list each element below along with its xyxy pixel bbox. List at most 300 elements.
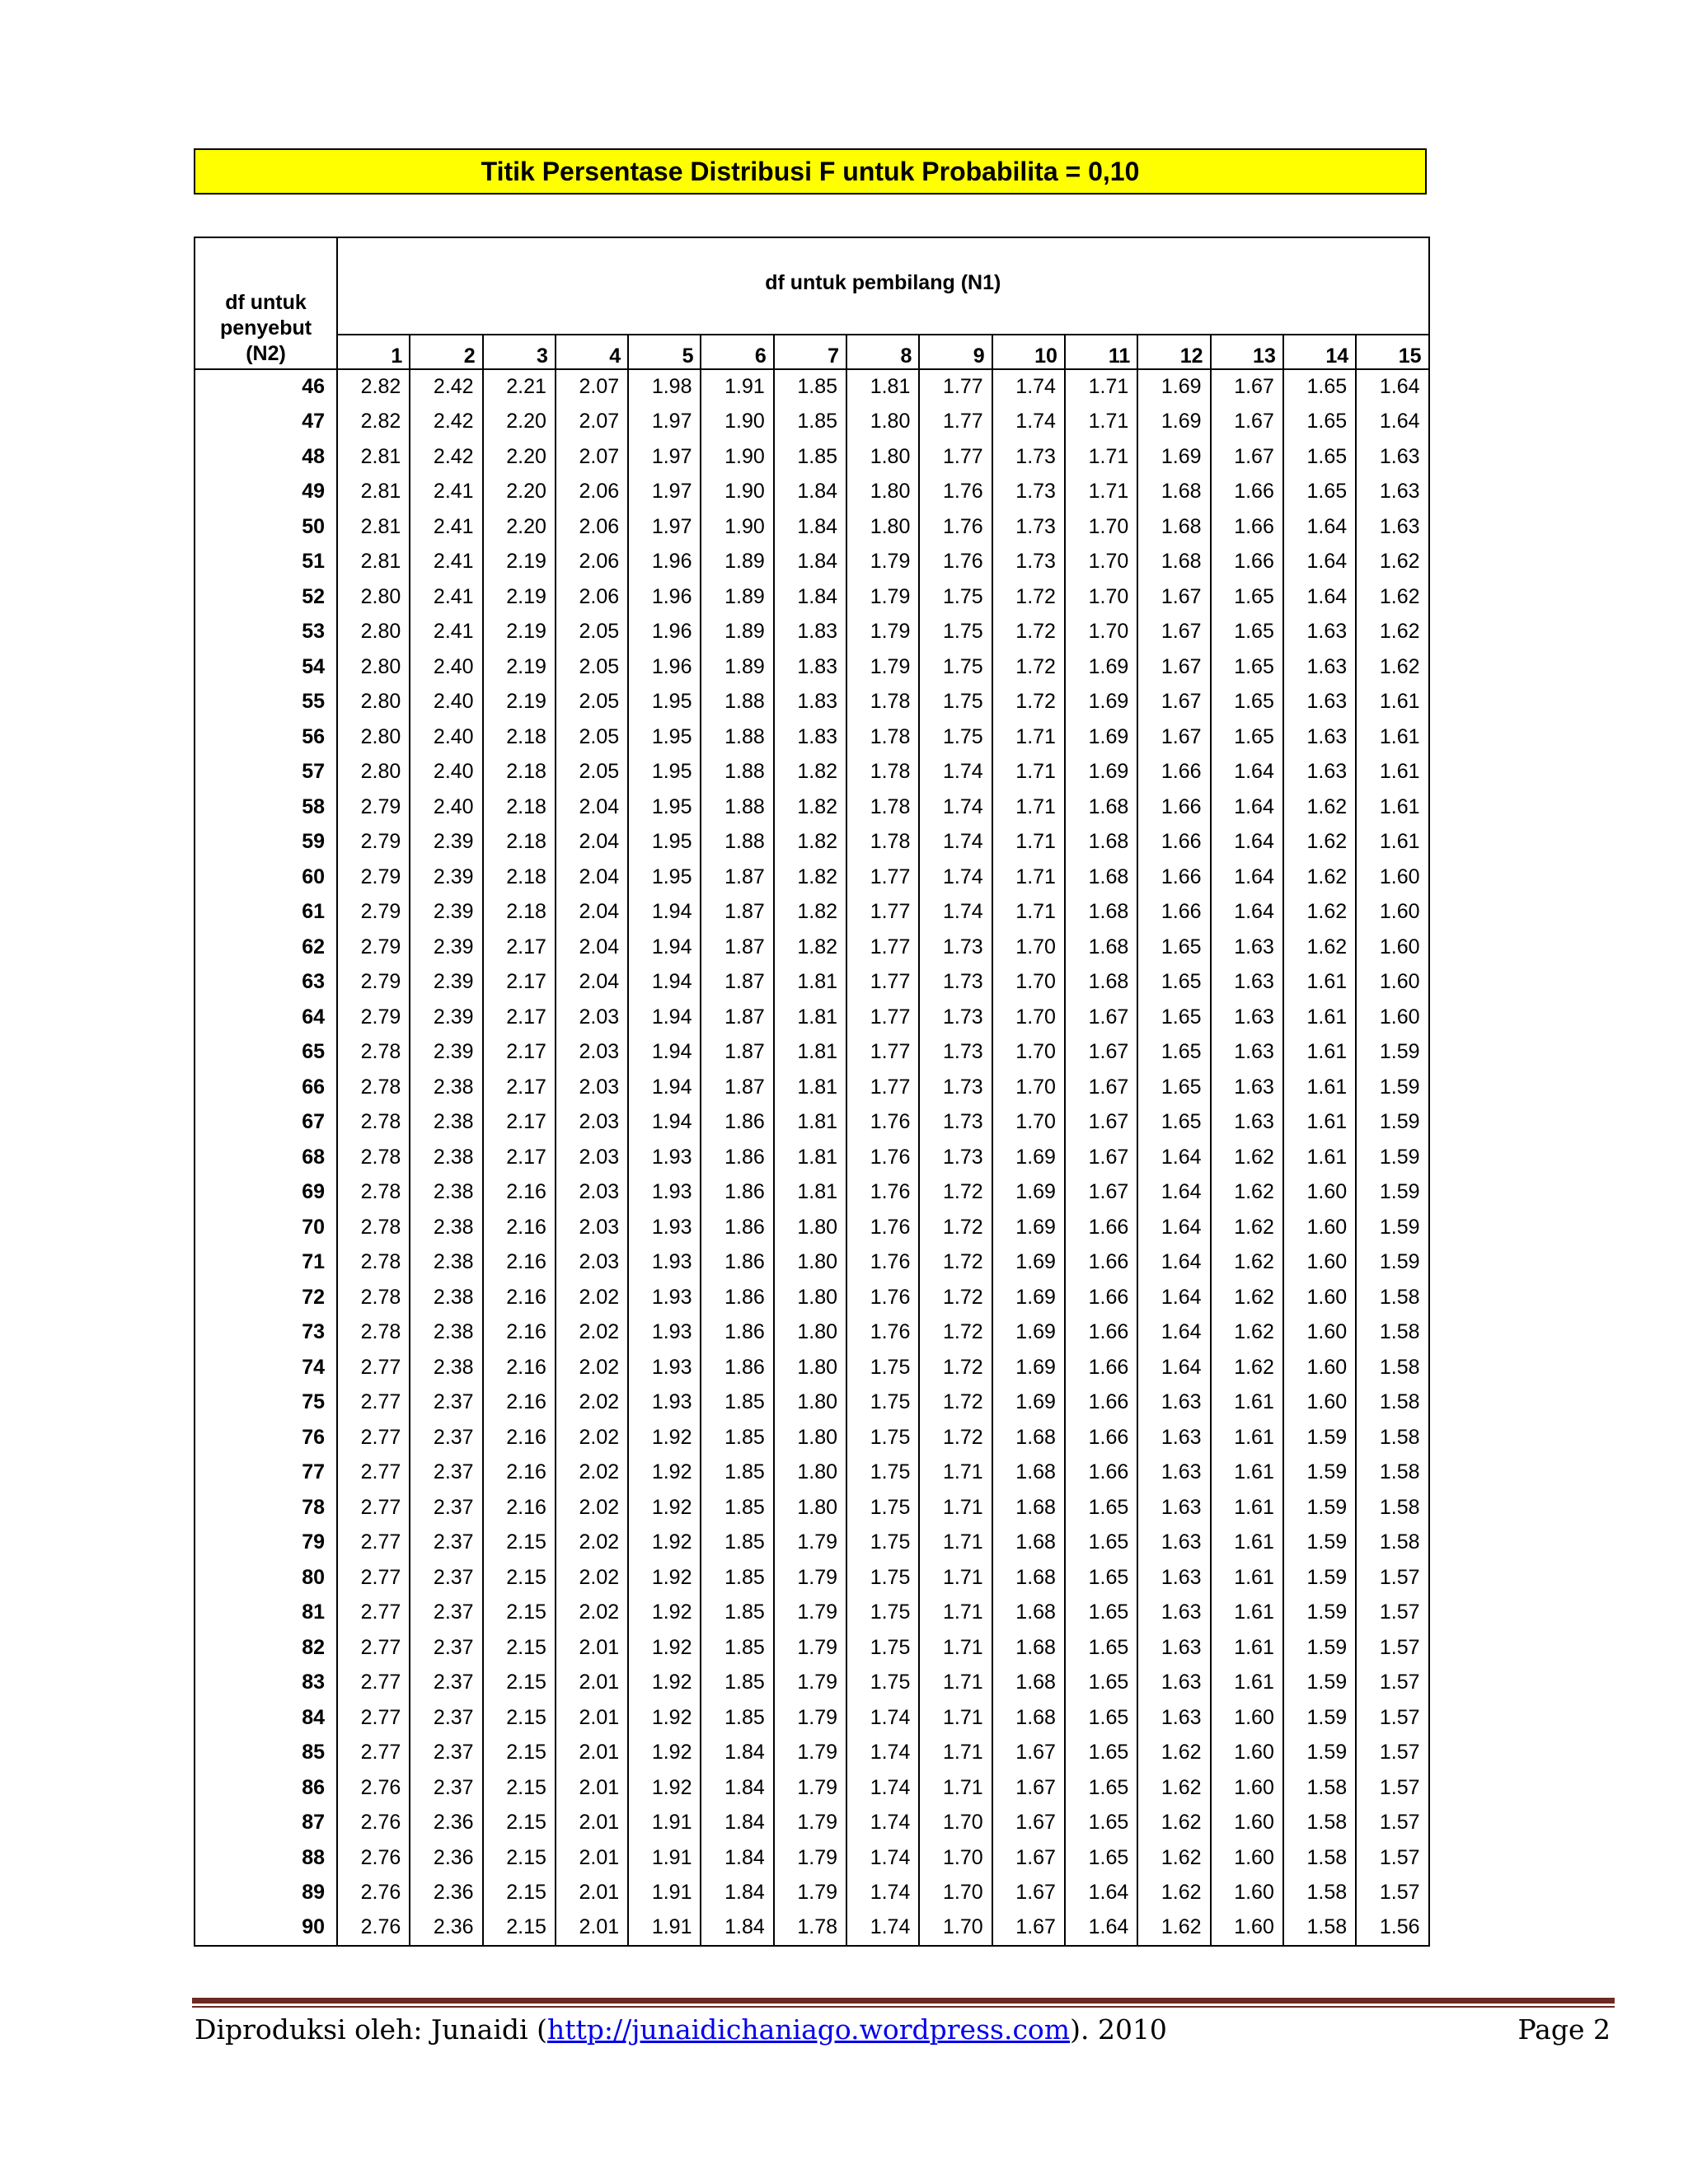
table-cell: 2.76: [337, 1840, 410, 1876]
table-cell: 1.62: [1137, 1736, 1210, 1771]
table-cell: 1.61: [1211, 1596, 1283, 1631]
table-cell: 1.87: [701, 1035, 773, 1071]
table-cell: 1.57: [1356, 1596, 1428, 1631]
table-cell: 1.74: [992, 369, 1065, 405]
table-cell: 1.76: [919, 545, 992, 580]
table-cell: 2.77: [337, 1420, 410, 1455]
table-cell: 2.20: [483, 439, 556, 475]
table-cell: 2.40: [410, 685, 482, 720]
table-cell: 2.41: [410, 475, 482, 510]
table-cell: 1.84: [774, 475, 846, 510]
row-header-n2: 49: [195, 475, 337, 510]
table-row: [195, 1035, 1429, 1071]
table-cell: 1.65: [1137, 1070, 1210, 1105]
table-cell: 2.37: [410, 1385, 482, 1421]
table-row: [195, 755, 1429, 790]
table-cell: 1.75: [846, 1350, 919, 1385]
table-cell: 1.74: [846, 1736, 919, 1771]
table-cell: 1.71: [919, 1560, 992, 1596]
table-row: [195, 1910, 1429, 1946]
table-cell: 1.71: [992, 790, 1065, 825]
table-cell: 1.60: [1283, 1385, 1356, 1421]
row-header-n2: 59: [195, 825, 337, 860]
table-cell: 2.02: [556, 1280, 628, 1315]
column-header: 8: [846, 335, 919, 369]
table-cell: 1.73: [992, 545, 1065, 580]
table-cell: 1.77: [846, 895, 919, 930]
table-cell: 1.66: [1211, 509, 1283, 545]
table-cell: 1.65: [1211, 685, 1283, 720]
table-cell: 2.78: [337, 1105, 410, 1141]
table-cell: 2.01: [556, 1876, 628, 1911]
table-cell: 1.66: [1065, 1315, 1137, 1351]
table-cell: 1.63: [1283, 615, 1356, 650]
table-cell: 1.68: [992, 1630, 1065, 1666]
table-cell: 1.92: [628, 1630, 701, 1666]
table-cell: 1.92: [628, 1560, 701, 1596]
table-cell: 1.90: [701, 405, 773, 440]
table-cell: 1.64: [1356, 405, 1428, 440]
table-cell: 2.06: [556, 579, 628, 615]
table-cell: 2.37: [410, 1630, 482, 1666]
table-cell: 1.80: [846, 439, 919, 475]
table-cell: 2.03: [556, 1000, 628, 1035]
table-cell: 1.60: [1283, 1210, 1356, 1245]
table-cell: 1.87: [701, 1000, 773, 1035]
table-cell: 1.60: [1356, 860, 1428, 895]
table-cell: 1.58: [1283, 1770, 1356, 1806]
table-cell: 2.81: [337, 545, 410, 580]
table-cell: 1.88: [701, 685, 773, 720]
table-title: [194, 148, 1427, 194]
table-cell: 1.63: [1283, 755, 1356, 790]
table-cell: 2.77: [337, 1455, 410, 1491]
table-cell: 1.59: [1283, 1420, 1356, 1455]
row-header-n2: 66: [195, 1070, 337, 1105]
table-row: [195, 825, 1429, 860]
table-cell: 1.70: [992, 965, 1065, 1001]
table-cell: 1.88: [701, 719, 773, 755]
table-cell: 1.59: [1356, 1140, 1428, 1175]
table-cell: 2.06: [556, 545, 628, 580]
table-cell: 1.68: [992, 1420, 1065, 1455]
table-cell: 1.89: [701, 649, 773, 685]
table-cell: 2.15: [483, 1910, 556, 1946]
table-cell: 2.15: [483, 1876, 556, 1911]
table-cell: 1.63: [1137, 1490, 1210, 1526]
table-cell: 1.84: [701, 1770, 773, 1806]
table-cell: 1.71: [919, 1700, 992, 1736]
table-cell: 1.62: [1211, 1350, 1283, 1385]
table-cell: 1.73: [992, 475, 1065, 510]
table-cell: 1.93: [628, 1315, 701, 1351]
table-cell: 1.63: [1137, 1560, 1210, 1596]
table-cell: 1.70: [1065, 509, 1137, 545]
table-row: [195, 649, 1429, 685]
table-cell: 2.15: [483, 1806, 556, 1841]
table-cell: 1.62: [1211, 1245, 1283, 1281]
table-cell: 1.65: [1065, 1770, 1137, 1806]
table-cell: 1.92: [628, 1736, 701, 1771]
table-cell: 2.36: [410, 1840, 482, 1876]
table-cell: 2.40: [410, 755, 482, 790]
table-cell: 2.04: [556, 790, 628, 825]
column-header: 5: [628, 335, 701, 369]
table-cell: 1.60: [1283, 1350, 1356, 1385]
table-cell: 2.42: [410, 405, 482, 440]
table-cell: 2.80: [337, 719, 410, 755]
table-cell: 1.64: [1065, 1910, 1137, 1946]
table-cell: 1.72: [919, 1350, 992, 1385]
column-header: 4: [556, 335, 628, 369]
row-header-n2: 70: [195, 1210, 337, 1245]
table-cell: 1.68: [1065, 825, 1137, 860]
table-cell: 1.68: [1137, 475, 1210, 510]
table-cell: 2.16: [483, 1455, 556, 1491]
table-cell: 2.77: [337, 1560, 410, 1596]
table-cell: 1.66: [1137, 860, 1210, 895]
table-cell: 1.74: [846, 1770, 919, 1806]
table-cell: 1.63: [1211, 1000, 1283, 1035]
row-header-n2: 48: [195, 439, 337, 475]
table-cell: 1.61: [1211, 1385, 1283, 1421]
table-row: [195, 1280, 1429, 1315]
table-cell: 2.20: [483, 509, 556, 545]
footer-link[interactable]: http://junaidichaniago.wordpress.com: [546, 2013, 1071, 2046]
table-cell: 1.64: [1283, 545, 1356, 580]
table-cell: 1.75: [846, 1526, 919, 1561]
row-header-n2: 65: [195, 1035, 337, 1071]
table-cell: 1.94: [628, 965, 701, 1001]
footer-rule-thin: [192, 2006, 1615, 2008]
row-header-n2: 87: [195, 1806, 337, 1841]
row-header-n2: 79: [195, 1526, 337, 1561]
table-cell: 2.02: [556, 1490, 628, 1526]
table-cell: 2.39: [410, 825, 482, 860]
table-cell: 1.94: [628, 1070, 701, 1105]
table-cell: 1.72: [919, 1175, 992, 1211]
table-cell: 1.62: [1283, 895, 1356, 930]
table-cell: 1.77: [846, 1035, 919, 1071]
table-cell: 1.74: [919, 860, 992, 895]
table-cell: 1.78: [846, 685, 919, 720]
table-cell: 1.62: [1283, 860, 1356, 895]
table-cell: 1.94: [628, 1105, 701, 1141]
table-cell: 2.36: [410, 1876, 482, 1911]
table-cell: 1.65: [1065, 1806, 1137, 1841]
table-cell: 1.83: [774, 649, 846, 685]
table-cell: 2.03: [556, 1035, 628, 1071]
table-cell: 1.59: [1283, 1666, 1356, 1701]
table-cell: 1.67: [1065, 1035, 1137, 1071]
table-cell: 1.67: [1065, 1175, 1137, 1211]
table-cell: 2.02: [556, 1560, 628, 1596]
table-cell: 1.72: [919, 1210, 992, 1245]
table-row: [195, 1560, 1429, 1596]
table-cell: 2.39: [410, 1000, 482, 1035]
table-cell: 2.76: [337, 1770, 410, 1806]
table-cell: 2.37: [410, 1770, 482, 1806]
table-cell: 1.57: [1356, 1666, 1428, 1701]
table-cell: 2.15: [483, 1770, 556, 1806]
table-cell: 1.68: [992, 1526, 1065, 1561]
table-cell: 1.69: [992, 1175, 1065, 1211]
table-cell: 1.91: [628, 1910, 701, 1946]
table-cell: 1.59: [1356, 1035, 1428, 1071]
table-cell: 1.75: [846, 1666, 919, 1701]
table-cell: 1.96: [628, 615, 701, 650]
table-cell: 2.15: [483, 1526, 556, 1561]
table-cell: 1.67: [1137, 649, 1210, 685]
row-header-n2: 88: [195, 1840, 337, 1876]
table-cell: 1.84: [701, 1910, 773, 1946]
table-cell: 2.78: [337, 1210, 410, 1245]
table-cell: 2.78: [337, 1070, 410, 1105]
table-cell: 2.76: [337, 1910, 410, 1946]
table-cell: 1.63: [1137, 1455, 1210, 1491]
table-row: [195, 439, 1429, 475]
table-cell: 1.58: [1356, 1455, 1428, 1491]
table-cell: 2.39: [410, 860, 482, 895]
table-cell: 2.81: [337, 475, 410, 510]
table-cell: 2.82: [337, 405, 410, 440]
table-cell: 1.62: [1211, 1280, 1283, 1315]
table-cell: 2.76: [337, 1806, 410, 1841]
table-cell: 2.80: [337, 649, 410, 685]
table-cell: 1.66: [1211, 545, 1283, 580]
table-cell: 1.70: [1065, 579, 1137, 615]
table-cell: 1.81: [774, 1070, 846, 1105]
table-cell: 2.78: [337, 1315, 410, 1351]
table-cell: 1.84: [774, 545, 846, 580]
table-cell: 2.06: [556, 475, 628, 510]
table-cell: 1.75: [919, 685, 992, 720]
table-cell: 1.67: [1065, 1140, 1137, 1175]
table-cell: 1.76: [846, 1175, 919, 1211]
table-cell: 2.38: [410, 1280, 482, 1315]
column-header: 14: [1283, 335, 1356, 369]
table-cell: 1.59: [1283, 1736, 1356, 1771]
footer-suffix: ). 2010: [1070, 2013, 1167, 2046]
row-header-n2: 57: [195, 755, 337, 790]
table-cell: 1.85: [701, 1560, 773, 1596]
table-cell: 2.19: [483, 685, 556, 720]
table-cell: 1.66: [1137, 825, 1210, 860]
table-cell: 1.69: [1065, 755, 1137, 790]
table-row: [195, 475, 1429, 510]
table-cell: 1.62: [1211, 1175, 1283, 1211]
table-cell: 2.37: [410, 1455, 482, 1491]
table-cell: 1.67: [1211, 439, 1283, 475]
table-cell: 1.69: [992, 1280, 1065, 1315]
table-cell: 2.16: [483, 1280, 556, 1315]
table-cell: 1.72: [919, 1280, 992, 1315]
table-cell: 2.03: [556, 1245, 628, 1281]
table-row: [195, 1770, 1429, 1806]
table-cell: 1.59: [1356, 1175, 1428, 1211]
table-cell: 1.90: [701, 509, 773, 545]
table-cell: 1.64: [1137, 1350, 1210, 1385]
row-header-n2: 63: [195, 965, 337, 1001]
table-cell: 2.06: [556, 509, 628, 545]
table-cell: 1.75: [846, 1560, 919, 1596]
table-row: [195, 1070, 1429, 1105]
table-cell: 2.18: [483, 895, 556, 930]
table-cell: 1.72: [919, 1315, 992, 1351]
table-cell: 1.86: [701, 1175, 773, 1211]
table-cell: 2.38: [410, 1350, 482, 1385]
table-cell: 1.95: [628, 685, 701, 720]
table-cell: 1.67: [992, 1806, 1065, 1841]
row-header-n2: 80: [195, 1560, 337, 1596]
table-row: [195, 1840, 1429, 1876]
table-cell: 1.82: [774, 790, 846, 825]
table-cell: 2.19: [483, 649, 556, 685]
table-cell: 2.37: [410, 1666, 482, 1701]
table-cell: 1.80: [774, 1385, 846, 1421]
table-cell: 1.70: [919, 1876, 992, 1911]
table-cell: 1.64: [1137, 1280, 1210, 1315]
row-header-n2: 83: [195, 1666, 337, 1701]
table-cell: 1.65: [1283, 475, 1356, 510]
table-cell: 2.41: [410, 545, 482, 580]
table-cell: 1.67: [1137, 579, 1210, 615]
table-cell: 1.81: [774, 1000, 846, 1035]
table-cell: 2.36: [410, 1910, 482, 1946]
column-header: 3: [483, 335, 556, 369]
table-cell: 1.64: [1137, 1245, 1210, 1281]
table-cell: 1.93: [628, 1280, 701, 1315]
table-cell: 1.91: [628, 1876, 701, 1911]
table-cell: 2.78: [337, 1280, 410, 1315]
table-cell: 2.16: [483, 1350, 556, 1385]
table-cell: 1.80: [774, 1490, 846, 1526]
table-cell: 1.68: [992, 1700, 1065, 1736]
table-cell: 1.96: [628, 649, 701, 685]
table-cell: 2.18: [483, 860, 556, 895]
table-cell: 2.79: [337, 1000, 410, 1035]
table-cell: 2.07: [556, 405, 628, 440]
table-cell: 1.73: [992, 509, 1065, 545]
table-cell: 1.69: [992, 1140, 1065, 1175]
table-cell: 1.71: [1065, 405, 1137, 440]
row-header-n2: 62: [195, 930, 337, 965]
table-cell: 1.60: [1283, 1280, 1356, 1315]
table-cell: 1.62: [1137, 1876, 1210, 1911]
table-cell: 2.80: [337, 755, 410, 790]
table-cell: 1.65: [1283, 439, 1356, 475]
table-cell: 1.69: [992, 1350, 1065, 1385]
row-header-n2: 67: [195, 1105, 337, 1141]
table-cell: 1.66: [1211, 475, 1283, 510]
column-header: 1: [337, 335, 410, 369]
table-cell: 1.59: [1283, 1526, 1356, 1561]
table-cell: 2.03: [556, 1105, 628, 1141]
row-header-n2: 61: [195, 895, 337, 930]
table-cell: 1.67: [992, 1736, 1065, 1771]
table-cell: 1.95: [628, 755, 701, 790]
table-cell: 2.01: [556, 1736, 628, 1771]
table-cell: 1.82: [774, 930, 846, 965]
table-cell: 1.81: [774, 1175, 846, 1211]
table-cell: 1.72: [919, 1245, 992, 1281]
table-cell: 2.77: [337, 1350, 410, 1385]
table-cell: 2.76: [337, 1876, 410, 1911]
table-cell: 1.91: [701, 369, 773, 405]
row-header-n2: 52: [195, 579, 337, 615]
table-cell: 1.93: [628, 1350, 701, 1385]
table-cell: 2.04: [556, 965, 628, 1001]
table-cell: 1.86: [701, 1315, 773, 1351]
table-cell: 1.91: [628, 1806, 701, 1841]
row-header-n2: 86: [195, 1770, 337, 1806]
table-cell: 1.71: [992, 825, 1065, 860]
table-cell: 1.70: [992, 1070, 1065, 1105]
table-cell: 1.68: [1065, 930, 1137, 965]
table-cell: 2.41: [410, 615, 482, 650]
table-cell: 1.61: [1211, 1666, 1283, 1701]
row-header-n2: 71: [195, 1245, 337, 1281]
table-cell: 1.70: [1065, 615, 1137, 650]
table-cell: 1.74: [846, 1806, 919, 1841]
table-cell: 1.60: [1283, 1245, 1356, 1281]
table-row: [195, 860, 1429, 895]
table-cell: 2.05: [556, 755, 628, 790]
row-header-n2: 53: [195, 615, 337, 650]
row-header-n2: 54: [195, 649, 337, 685]
table-cell: 2.04: [556, 860, 628, 895]
table-cell: 1.69: [1137, 369, 1210, 405]
table-cell: 1.79: [774, 1770, 846, 1806]
row-header-n2: 84: [195, 1700, 337, 1736]
table-cell: 1.79: [774, 1526, 846, 1561]
table-cell: 2.02: [556, 1596, 628, 1631]
table-cell: 2.42: [410, 369, 482, 405]
table-body: [195, 369, 1429, 1946]
table-cell: 1.65: [1211, 649, 1283, 685]
table-cell: 1.57: [1356, 1876, 1428, 1911]
table-cell: 1.68: [992, 1666, 1065, 1701]
table-cell: 1.59: [1283, 1455, 1356, 1491]
table-cell: 2.17: [483, 1035, 556, 1071]
table-cell: 1.82: [774, 755, 846, 790]
row-header-n2: 51: [195, 545, 337, 580]
table-cell: 1.78: [846, 790, 919, 825]
table-cell: 1.65: [1211, 615, 1283, 650]
table-cell: 1.71: [919, 1526, 992, 1561]
table-cell: 1.92: [628, 1420, 701, 1455]
table-cell: 1.63: [1356, 509, 1428, 545]
table-row: [195, 965, 1429, 1001]
row-header-n2: 50: [195, 509, 337, 545]
table-row: [195, 930, 1429, 965]
table-cell: 1.85: [774, 439, 846, 475]
table-cell: 1.87: [701, 860, 773, 895]
table-cell: 1.65: [1283, 369, 1356, 405]
table-cell: 2.19: [483, 579, 556, 615]
table-cell: 2.02: [556, 1420, 628, 1455]
table-cell: 1.82: [774, 860, 846, 895]
table-cell: 1.69: [992, 1210, 1065, 1245]
table-cell: 1.89: [701, 579, 773, 615]
table-cell: 1.58: [1283, 1910, 1356, 1946]
table-cell: 1.61: [1356, 825, 1428, 860]
page-number: Page 2: [1517, 2013, 1611, 2046]
table-cell: 1.60: [1211, 1910, 1283, 1946]
table-cell: 1.63: [1283, 649, 1356, 685]
table-row: [195, 1630, 1429, 1666]
table-cell: 1.62: [1137, 1770, 1210, 1806]
